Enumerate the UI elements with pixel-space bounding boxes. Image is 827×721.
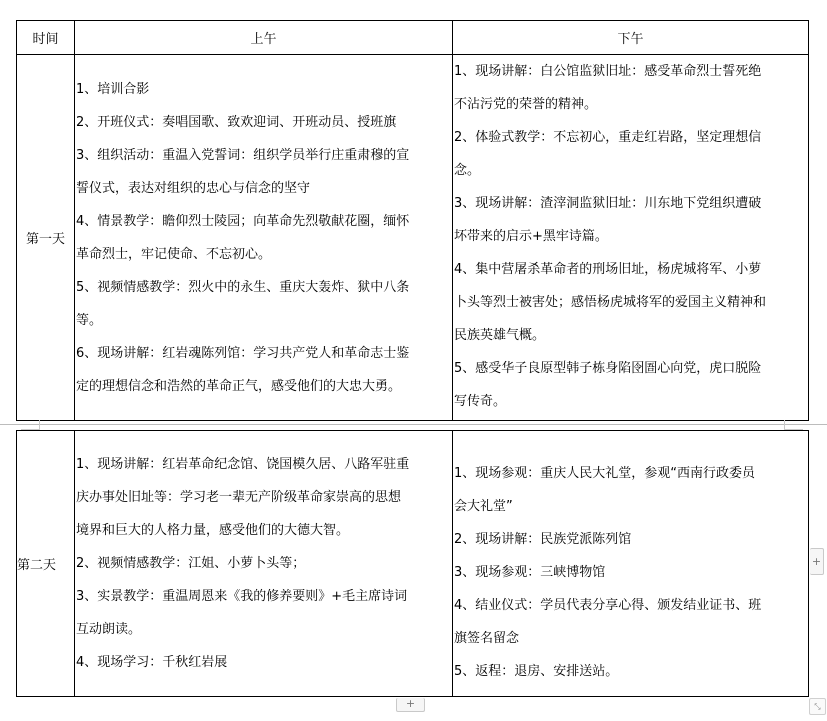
table-resize-handle[interactable]: ⤡ [809, 698, 826, 715]
table-row-day2 [17, 431, 809, 697]
add-row-button[interactable]: + [396, 698, 425, 712]
cell-text-line: 卜头等烈士被害处；感悟杨虎城将军的爱国主义精神和 [454, 295, 767, 310]
cell-text-line: 5、返程：退房、安排送站。 [454, 663, 619, 679]
header-afternoon[interactable]: 下午 [453, 21, 809, 55]
cell-text-line: 5、感受华子良原型韩子栋身陷囹圄心向党，虎口脱险 [454, 361, 762, 376]
cell-text-line: 2、体验式教学：不忘初心，重走红岩路，坚定理想信 [454, 130, 762, 145]
cell-text-line: 旗签名留念 [454, 630, 520, 646]
cell-text-line: 3、现场讲解：渣滓洞监狱旧址：川东地下党组织遭破 [454, 196, 762, 211]
table-row-day1 [17, 55, 809, 421]
cell-text-line: 4、结业仪式：学员代表分享心得、颁发结业证书、班 [454, 597, 762, 613]
cell-text-line: 4、现场学习：千秋红岩展 [76, 655, 228, 670]
cell-text-line: 4、集中营屠杀革命者的刑场旧址，杨虎城将军、小萝 [454, 262, 762, 277]
cell-text-line: 境界和巨大的人格力量，感受他们的大德大智。 [76, 523, 350, 538]
add-column-button[interactable]: + [810, 548, 824, 575]
cell-text-line: 5、视频情感教学：烈火中的永生、重庆大轰炸、狱中八条 [76, 279, 410, 295]
cell-text-line: 1、现场讲解：红岩革命纪念馆、饶国模久居、八路军驻重 [76, 457, 410, 472]
cell-text-line: 6、现场讲解：红岩魂陈列馆：学习共产党人和革命志士鉴 [76, 345, 410, 361]
cell-text-line: 坏带来的启示+黑牢诗篇。 [454, 229, 608, 244]
cell-text-line: 革命烈士，牢记使命、不忘初心。 [76, 246, 272, 262]
cell-text-line: 1、培训合影 [76, 81, 150, 97]
cell-text-line: 2、开班仪式：奏唱国歌、致欢迎词、开班动员、授班旗 [76, 114, 397, 130]
afternoon-cell[interactable] [453, 55, 809, 421]
page-break-line [0, 424, 827, 425]
cell-text-line: 互动朗读。 [76, 622, 142, 637]
cell-text-line: 庆办事处旧址等：学习老一辈无产阶级革命家崇高的思想 [76, 490, 402, 505]
cell-text-line: 3、现场参观：三峡博物馆 [454, 564, 606, 580]
cell-text-line: 等。 [76, 312, 103, 328]
day-cell[interactable]: 第二天 [17, 431, 75, 697]
morning-content [75, 448, 452, 679]
afternoon-content [453, 55, 808, 418]
cell-text-line: 1、现场参观：重庆人民大礼堂，参观“西南行政委员 [454, 465, 756, 481]
header-time[interactable]: 时间 [17, 21, 75, 55]
cell-text-line: 2、视频情感教学：江姐、小萝卜头等； [76, 556, 306, 571]
cell-text-line: 定的理想信念和浩然的革命正气，感受他们的大忠大勇。 [76, 378, 402, 394]
cell-text-line: 誓仪式，表达对组织的忠心与信念的坚守 [76, 180, 311, 196]
cell-text-line: 写传奇。 [454, 394, 507, 409]
cell-text-line: 2、现场讲解：民族党派陈列馆 [454, 531, 632, 547]
cell-text-line: 念。 [454, 163, 481, 178]
cell-text-line: 民族英雄气概。 [454, 328, 546, 343]
afternoon-content [453, 440, 808, 688]
afternoon-cell[interactable] [453, 431, 809, 697]
day-cell[interactable]: 第一天 [17, 55, 75, 421]
morning-cell[interactable] [75, 431, 453, 697]
schedule-table-part-1 [16, 20, 809, 421]
cell-text-line: 会大礼堂” [454, 498, 513, 514]
cell-text-line: 3、实景教学：重温周恩来《我的修养要则》+毛主席诗词 [76, 589, 408, 604]
page-corner-mark-right [784, 420, 803, 430]
cell-text-line: 不沾污党的荣誉的精神。 [454, 97, 598, 112]
page-corner-mark-left [21, 420, 40, 430]
cell-text-line: 1、现场讲解：白公馆监狱旧址：感受革命烈士誓死绝 [454, 64, 762, 79]
header-morning[interactable]: 上午 [75, 21, 453, 55]
header-row [17, 21, 809, 55]
schedule-table-part-2 [16, 430, 809, 697]
cell-text-line: 4、情景教学：瞻仰烈士陵园；向革命先烈敬献花圈，缅怀 [76, 213, 410, 229]
morning-content [75, 73, 452, 403]
morning-cell[interactable] [75, 55, 453, 421]
cell-text-line: 3、组织活动：重温入党誓词：组织学员举行庄重肃穆的宣 [76, 147, 410, 163]
